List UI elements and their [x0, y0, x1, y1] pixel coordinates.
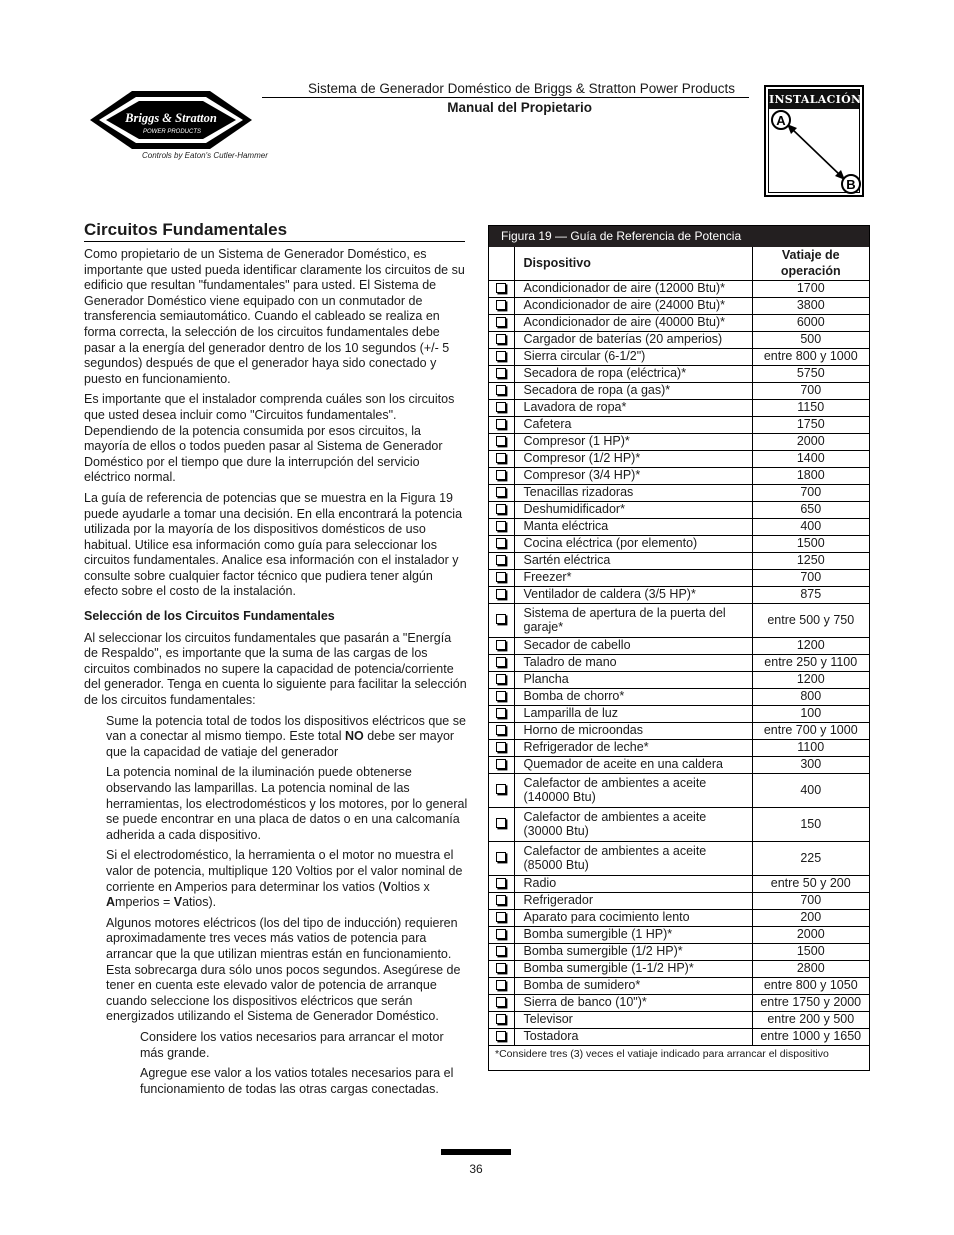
watts-cell: entre 1750 y 2000	[752, 994, 869, 1011]
table-row	[489, 739, 869, 756]
power-reference-table	[489, 247, 869, 1046]
table-row	[489, 909, 869, 926]
checkbox-icon	[496, 283, 506, 293]
table-row	[489, 518, 869, 535]
watts-cell: entre 800 y 1000	[752, 348, 869, 365]
bullet-1: Sume la potencia total de todos los dispositivos eléctricos que se van a conectar al mismo tiempo. Este total NO debe ser mayor que la capacidad de vatiaje del generador	[106, 713, 466, 759]
watts-cell: 1500	[752, 943, 869, 960]
figure-caption: Figura 19 — Guía de Referencia de Potencia	[489, 226, 869, 247]
device-cell: Compresor (1 HP)*	[514, 433, 752, 450]
device-cell: Acondicionador de aire (12000 Btu)*	[514, 280, 752, 297]
table-row	[489, 280, 869, 297]
watts-cell: 6000	[752, 314, 869, 331]
checkbox-icon	[496, 555, 506, 565]
watts-cell: 400	[752, 518, 869, 535]
watts-cell: 100	[752, 705, 869, 722]
table-row	[489, 331, 869, 348]
power-reference-figure	[488, 225, 870, 1071]
device-cell: Acondicionador de aire (40000 Btu)*	[514, 314, 752, 331]
watts-cell: 800	[752, 688, 869, 705]
page-number-rule	[441, 1154, 511, 1155]
watts-cell: 1700	[752, 280, 869, 297]
watts-cell: 225	[752, 841, 869, 875]
device-cell: Cargador de baterías (20 amperios)	[514, 331, 752, 348]
checkbox-icon	[496, 453, 506, 463]
checkbox-icon	[496, 402, 506, 412]
checkbox-icon	[496, 1014, 506, 1024]
column-header-device: Dispositivo	[514, 247, 752, 280]
watts-cell: 300	[752, 756, 869, 773]
watts-cell: 2000	[752, 926, 869, 943]
watts-cell: 700	[752, 569, 869, 586]
checkbox-icon	[496, 852, 506, 862]
watts-cell: 500	[752, 331, 869, 348]
table-row	[489, 535, 869, 552]
watts-cell: 875	[752, 586, 869, 603]
watts-cell: 650	[752, 501, 869, 518]
logo-tagline: Controls by Eaton's Cutler-Hammer	[142, 151, 268, 160]
subheading: Selección de los Circuitos Fundamentales	[84, 609, 335, 624]
device-cell: Bomba de sumidero*	[514, 977, 752, 994]
device-cell: Bomba de chorro*	[514, 688, 752, 705]
checkbox-icon	[496, 912, 506, 922]
watts-cell: 1100	[752, 739, 869, 756]
watts-cell: 700	[752, 484, 869, 501]
paragraph-2: Es importante que el instalador comprenda cuáles son los circuitos que usted desea incluir como "Circuitos fundamentales". Dependiendo de la potencia consumida por esos circuitos, la mayoría de ellos o todos pueden pasar al Sistema de Generador Doméstico por el tiempo que dure la interrupción del servicio eléctrico normal.	[84, 392, 455, 485]
device-cell: Secadora de ropa (a gas)*	[514, 382, 752, 399]
table-row	[489, 450, 869, 467]
checkbox-icon	[496, 589, 506, 599]
watts-cell: entre 250 y 1100	[752, 654, 869, 671]
device-cell: Sierra de banco (10")*	[514, 994, 752, 1011]
watts-cell: 1400	[752, 450, 869, 467]
table-row	[489, 416, 869, 433]
checkbox-icon	[496, 487, 506, 497]
checkbox-icon	[496, 436, 506, 446]
table-row	[489, 722, 869, 739]
device-cell: Deshumidificador*	[514, 501, 752, 518]
watts-cell: 3800	[752, 297, 869, 314]
table-row	[489, 1028, 869, 1045]
device-cell: Calefactor de ambientes a aceite (140000 Btu)	[514, 773, 752, 807]
watts-cell: entre 500 y 750	[752, 603, 869, 637]
installation-badge	[764, 85, 864, 197]
watts-cell: 1800	[752, 467, 869, 484]
table-row	[489, 467, 869, 484]
header-title: Sistema de Generador Doméstico de Briggs & Stratton Power Products	[262, 81, 749, 98]
column-header-watts: Vatiaje de operación	[752, 247, 869, 280]
checkbox-icon	[496, 504, 506, 514]
checkbox-icon	[496, 759, 506, 769]
device-cell: Aparato para cocimiento lento	[514, 909, 752, 926]
table-row	[489, 552, 869, 569]
checkbox-icon	[496, 317, 506, 327]
table-row	[489, 841, 869, 875]
sub-bullet-2: Agregue ese valor a los vatios totales necesarios para el funcionamiento de todas las otras cargas conectadas.	[140, 1066, 454, 1096]
watts-cell: 400	[752, 773, 869, 807]
device-cell: Lavadora de ropa*	[514, 399, 752, 416]
paragraph-4: Al seleccionar los circuitos fundamentales que pasarán a "Energía de Respaldo", es importante que la suma de las cargas de los circuitos combinados no supere la capacidad de potencia/corriente del generador. Tenga en cuenta lo siguiente para facilitar la selección de los circuitos fundamentales:	[84, 630, 467, 708]
device-cell: Sierra circular (6-1/2")	[514, 348, 752, 365]
watts-cell: entre 800 y 1050	[752, 977, 869, 994]
checkbox-icon	[496, 419, 506, 429]
table-row	[489, 892, 869, 909]
table-row	[489, 365, 869, 382]
device-cell: Manta eléctrica	[514, 518, 752, 535]
checkbox-icon	[496, 1031, 506, 1041]
device-cell: Tostadora	[514, 1028, 752, 1045]
badge-letter-a: A	[776, 113, 786, 128]
device-cell: Tenacillas rizadoras	[514, 484, 752, 501]
table-row	[489, 484, 869, 501]
table-row	[489, 807, 869, 841]
bullet-3: Si el electrodoméstico, la herramienta o el motor no muestra el valor de potencia, multiplique 120 Voltios por el valor nominal de corriente en Amperios para determinar los vatios (Voltios x Amperios = Vatios).	[106, 848, 463, 910]
table-row	[489, 943, 869, 960]
device-cell: Cafetera	[514, 416, 752, 433]
watts-cell: 1500	[752, 535, 869, 552]
checkbox-icon	[496, 614, 506, 624]
table-row	[489, 671, 869, 688]
device-cell: Refrigerador de leche*	[514, 739, 752, 756]
device-cell: Compresor (3/4 HP)*	[514, 467, 752, 484]
checkbox-icon	[496, 300, 506, 310]
checkbox-icon	[496, 963, 506, 973]
device-cell: Freezer*	[514, 569, 752, 586]
table-row	[489, 875, 869, 892]
checkbox-icon	[496, 334, 506, 344]
device-cell: Lamparilla de luz	[514, 705, 752, 722]
checkbox-icon	[496, 691, 506, 701]
device-cell: Quemador de aceite en una caldera	[514, 756, 752, 773]
checkbox-icon	[496, 521, 506, 531]
checkbox-icon	[496, 946, 506, 956]
watts-cell: 1200	[752, 671, 869, 688]
device-cell: Bomba sumergible (1 HP)*	[514, 926, 752, 943]
sub-bullet-1: Considere los vatios necesarios para arrancar el motor más grande.	[140, 1029, 444, 1060]
table-row	[489, 756, 869, 773]
bullet-4: Algunos motores eléctricos (los del tipo de inducción) requieren aproximadamente tres veces más vatios de potencia para arrancar que la que utilizan mientras están en funcionamiento. Esta sobrecarga dura sólo unos pocos segundos. Asegúrese de tener en cuenta este elevado valor de potencia de arranque cuando seleccione los dispositivos eléctricos que serán energizados utilizando el Sistema de Generador Doméstico.	[106, 915, 461, 1024]
device-cell: Secadora de ropa (eléctrica)*	[514, 365, 752, 382]
table-row	[489, 773, 869, 807]
watts-cell: 1250	[752, 552, 869, 569]
table-row	[489, 399, 869, 416]
checkbox-icon	[496, 640, 506, 650]
checkbox-icon	[496, 742, 506, 752]
table-row	[489, 705, 869, 722]
table-row	[489, 586, 869, 603]
header-subtitle: Manual del Propietario	[447, 100, 592, 115]
watts-cell: entre 200 y 500	[752, 1011, 869, 1028]
checkbox-icon	[496, 725, 506, 735]
checkbox-icon	[496, 385, 506, 395]
table-row	[489, 1011, 869, 1028]
checkbox-icon	[496, 470, 506, 480]
body-text	[84, 247, 468, 1102]
table-header-row	[489, 247, 869, 280]
table-row	[489, 433, 869, 450]
table-row	[489, 654, 869, 671]
watts-cell: 1750	[752, 416, 869, 433]
badge-label: INSTALACIÓN	[769, 90, 859, 109]
table-row	[489, 688, 869, 705]
device-cell: Plancha	[514, 671, 752, 688]
device-cell: Taladro de mano	[514, 654, 752, 671]
page-number: 36	[469, 1162, 483, 1176]
checkbox-icon	[496, 878, 506, 888]
watts-cell: 5750	[752, 365, 869, 382]
watts-cell: 700	[752, 892, 869, 909]
checkbox-icon	[496, 708, 506, 718]
table-row	[489, 314, 869, 331]
logo-text: Briggs & Stratton	[125, 111, 217, 125]
checkbox-icon	[496, 368, 506, 378]
watts-cell: 1150	[752, 399, 869, 416]
table-row	[489, 977, 869, 994]
watts-cell: 2800	[752, 960, 869, 977]
device-cell: Bomba sumergible (1-1/2 HP)*	[514, 960, 752, 977]
watts-cell: 150	[752, 807, 869, 841]
checkbox-icon	[496, 895, 506, 905]
paragraph-1: Como propietario de un Sistema de Generador Doméstico, es importante que usted pueda identificar claramente los circuitos de su edificio que resultan "fundamentales" para usted. El Sistema de Generador Doméstico viene equipado con un conmutador de transferencia semiautomático. Cuando el cableado se realiza en forma correcta, la selección de los circuitos fundamentales debe pasar a la energía del generador dentro de los 10 segundos (+/- 5 segundos) después de que el generador haya sido conectado y puesto en funcionamiento.	[84, 247, 465, 386]
watts-cell: 200	[752, 909, 869, 926]
device-cell: Televisor	[514, 1011, 752, 1028]
watts-cell: entre 700 y 1000	[752, 722, 869, 739]
checkbox-icon	[496, 674, 506, 684]
checkbox-icon	[496, 784, 506, 794]
checkbox-icon	[496, 980, 506, 990]
device-cell: Horno de microondas	[514, 722, 752, 739]
badge-letter-b: B	[846, 177, 856, 192]
device-cell: Ventilador de caldera (3/5 HP)*	[514, 586, 752, 603]
watts-cell: entre 1000 y 1650	[752, 1028, 869, 1045]
device-cell: Bomba sumergible (1/2 HP)*	[514, 943, 752, 960]
watts-cell: 700	[752, 382, 869, 399]
a-to-b-icon	[769, 109, 863, 195]
device-cell: Sartén eléctrica	[514, 552, 752, 569]
table-row	[489, 637, 869, 654]
table-footnote: *Considere tres (3) veces el vatiaje indicado para arrancar el dispositivo	[495, 1047, 829, 1060]
checkbox-icon	[496, 818, 506, 828]
device-cell: Radio	[514, 875, 752, 892]
table-row	[489, 569, 869, 586]
table-row	[489, 297, 869, 314]
checkbox-icon	[496, 351, 506, 361]
logo-sub: POWER PRODUCTS	[142, 129, 202, 135]
paragraph-3: La guía de referencia de potencias que se muestra en la Figura 19 puede ayudarle a tomar una decisión. En ella encontrará la potencia utilizada por la mayoría de los dispositivos domésticos de uso habitual. Utilice esa información como guía para seleccionar los circuitos fundamentales. Analice esa información con el instalador y consulte sobre cualquier factor técnico que pudiera tener algún efecto sobre el costo de la instalación.	[84, 490, 463, 599]
watts-cell: 2000	[752, 433, 869, 450]
checkbox-icon	[496, 572, 506, 582]
watts-cell: entre 50 y 200	[752, 875, 869, 892]
table-row	[489, 994, 869, 1011]
device-cell: Refrigerador	[514, 892, 752, 909]
checkbox-icon	[496, 657, 506, 667]
table-row	[489, 501, 869, 518]
section-title: Circuitos Fundamentales	[84, 220, 465, 242]
checkbox-icon	[496, 929, 506, 939]
table-row	[489, 926, 869, 943]
table-row	[489, 382, 869, 399]
device-cell: Calefactor de ambientes a aceite (85000 Btu)	[514, 841, 752, 875]
checkbox-icon	[496, 538, 506, 548]
bullet-2: La potencia nominal de la iluminación puede obtenerse observando las lamparillas. La potencia nominal de las herramientas, los electrodomésticos y los motores, por lo general se puede encontrar en una placa de datos o en una calcomanía adherida a cada dispositivo.	[106, 765, 468, 842]
watts-cell: 1200	[752, 637, 869, 654]
table-row	[489, 960, 869, 977]
table-row	[489, 603, 869, 637]
device-cell: Secador de cabello	[514, 637, 752, 654]
device-cell: Cocina eléctrica (por elemento)	[514, 535, 752, 552]
device-cell: Sistema de apertura de la puerta del garaje*	[514, 603, 752, 637]
checkbox-icon	[496, 997, 506, 1007]
device-cell: Acondicionador de aire (24000 Btu)*	[514, 297, 752, 314]
table-row	[489, 348, 869, 365]
device-cell: Calefactor de ambientes a aceite (30000 Btu)	[514, 807, 752, 841]
device-cell: Compresor (1/2 HP)*	[514, 450, 752, 467]
